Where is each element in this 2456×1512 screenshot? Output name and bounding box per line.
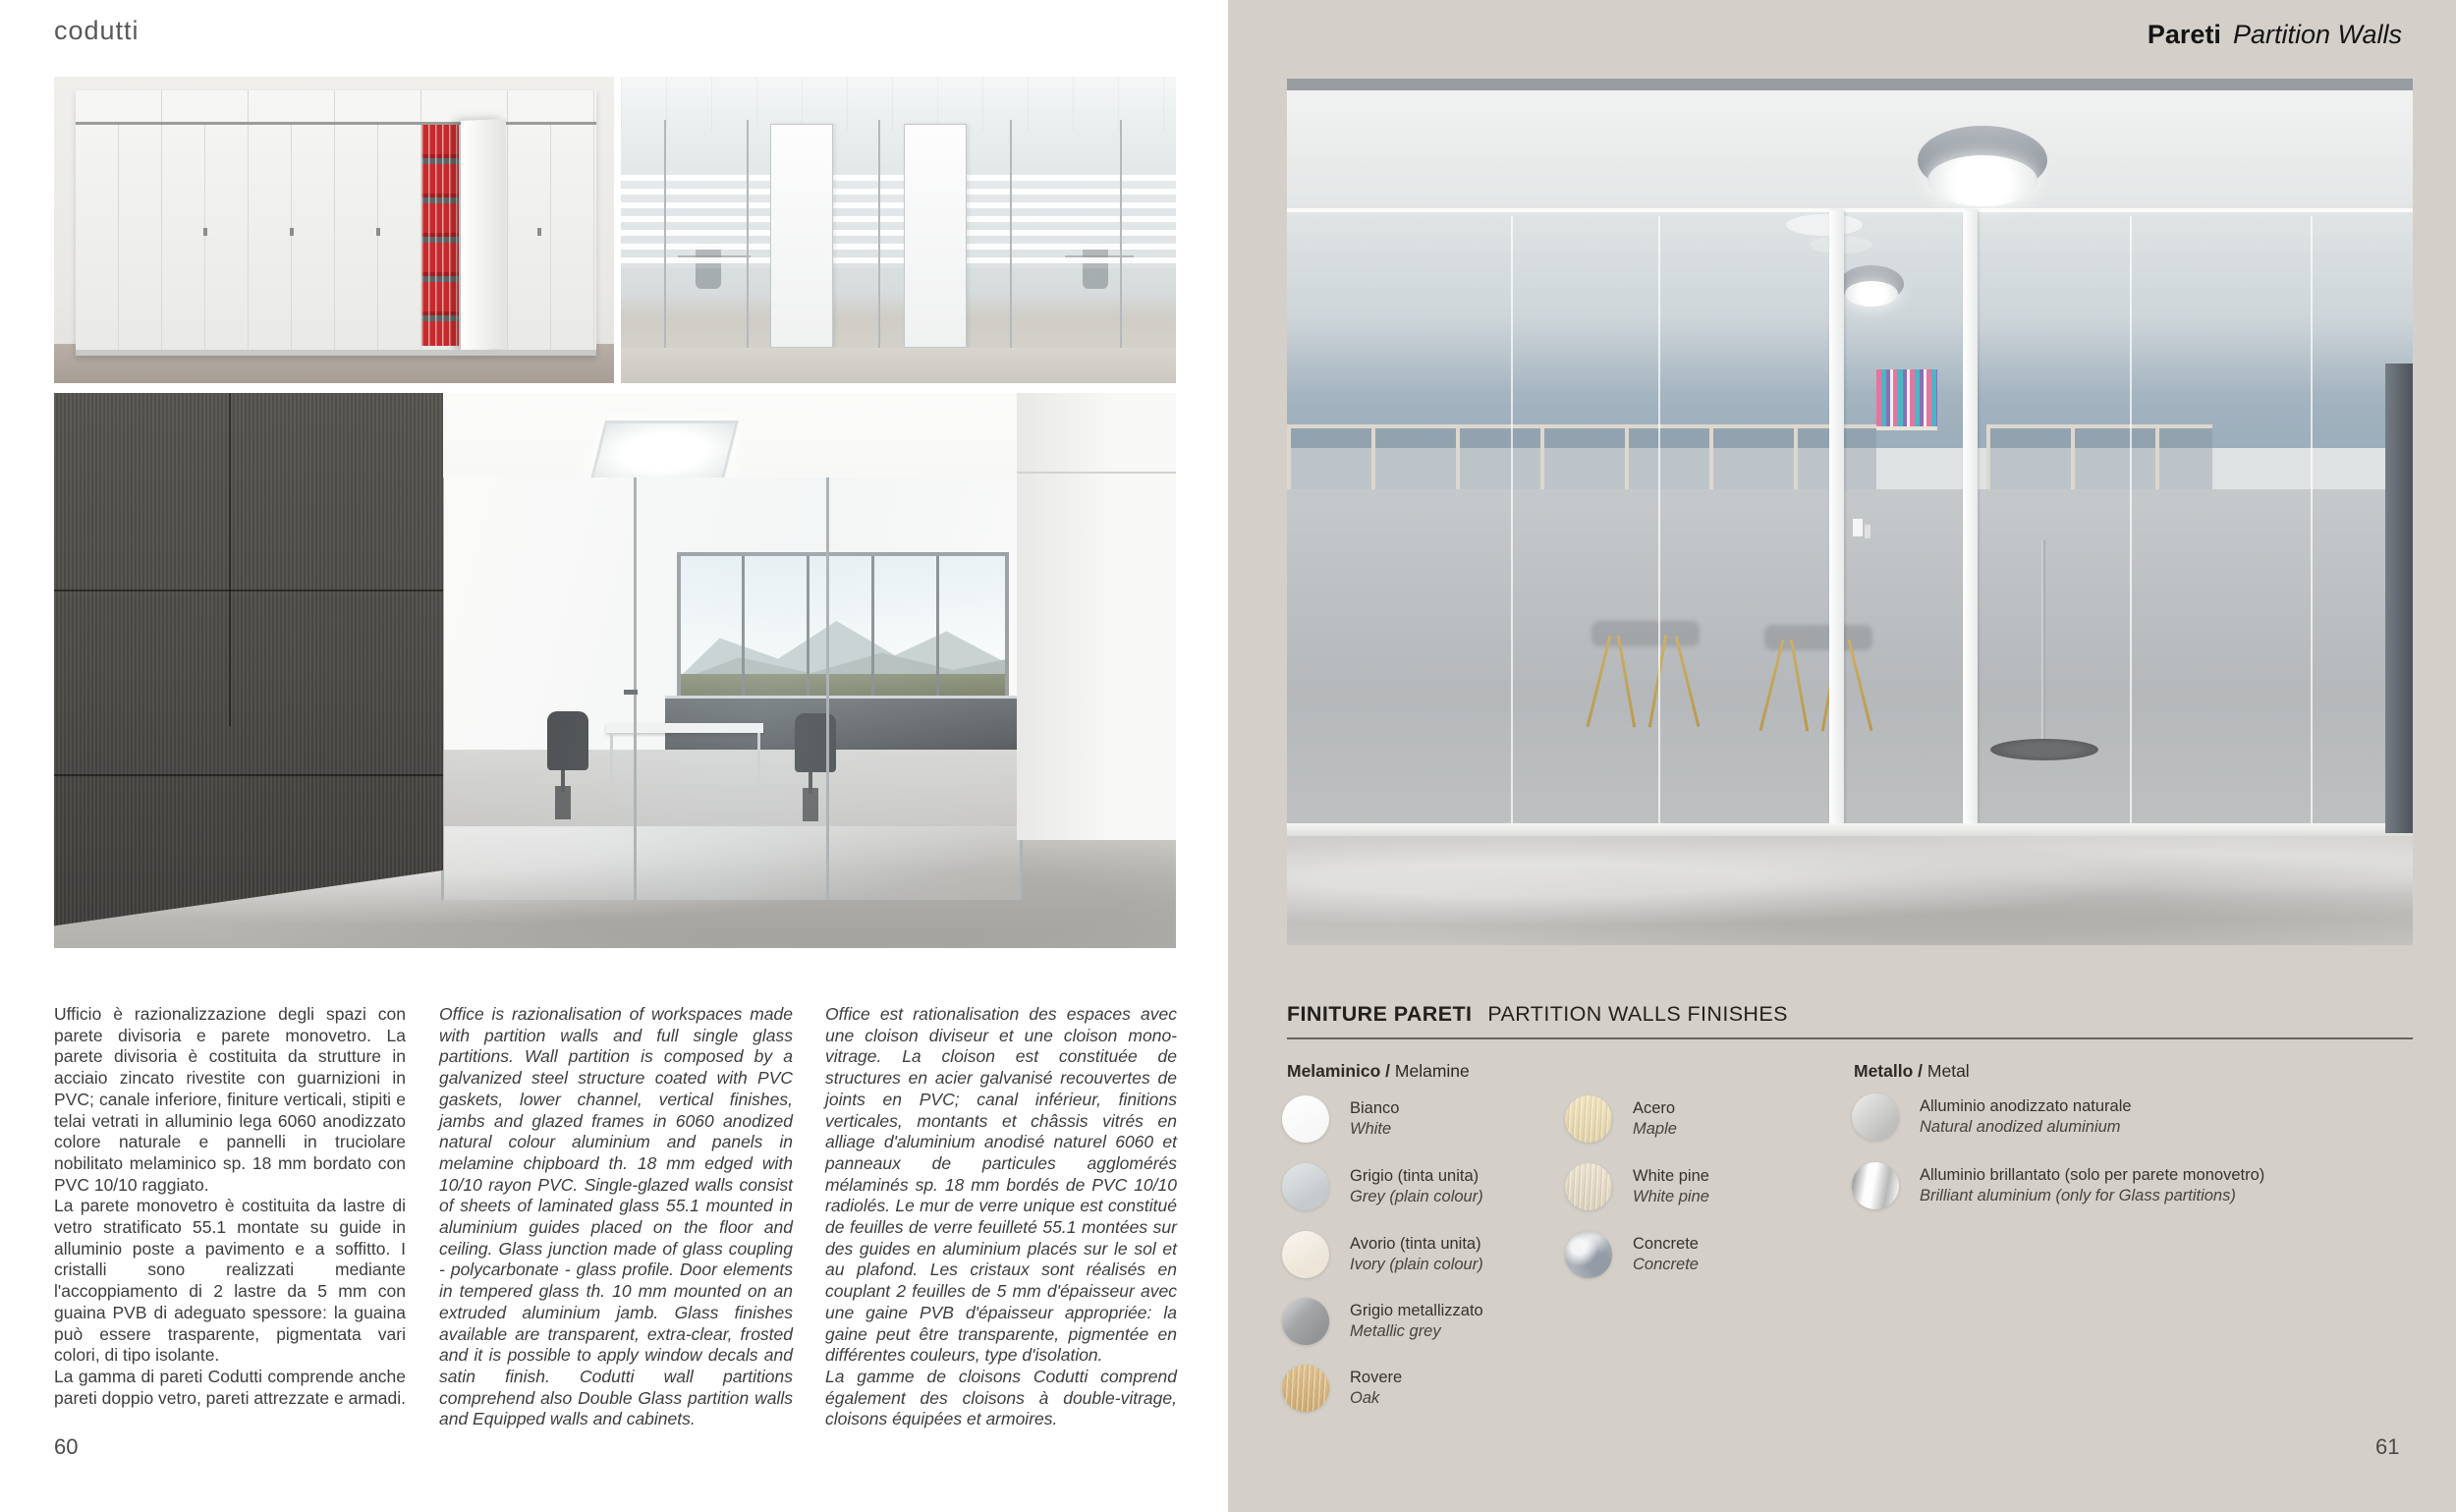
glass-joint [2130,216,2132,827]
mullion [1120,120,1122,350]
floor [621,348,1176,383]
door-panel [904,124,967,348]
finish-swatch-grigio-metallizzato: Grigio metallizzato Metallic grey [1282,1298,1483,1345]
glass-bottom-track [1287,823,2413,836]
mullion [747,120,749,350]
intro-column-french [825,1004,1177,1430]
glass-joint [2311,216,2313,827]
ceiling-lamp-small-glow [1845,281,1898,307]
paragraph: Office is razionalisation of workspaces made with partition walls and full single glass partitions. Wall partition is composed by a galvanized steel structure coated with PVC gaskets, lower channel, vertical finishes, jambs and glazed frames in 6060 anodized natural colour aluminium and panels in melamine chipboard th. 18 mm edged with 10/10 rayon PVC. Single-glazed walls consist of sheets of laminated glass 55.1 mounted in aluminium guides placed on the floor and ceiling. Glass junction made of glass coupling - polycarbonate - glass profile. Door elements in tempered glass th. 10 mm mounted on an extruded aluminium jamb. Glass finishes available are transparent, extra-clear, frosted and it is possible to apply window decals and satin finish. Codutti wall partitions comprehend also Double Glass partition walls and Equipped walls and cabinets. [439,1004,793,1429]
panel-seam [1017,472,1176,474]
door-handle [203,228,207,236]
office-interior-photo [54,393,1176,948]
panel-seam [54,589,443,591]
finish-swatch-grigio: Grigio (tinta unita) Grey (plain colour) [1282,1163,1483,1210]
paragraph: La gamme de cloisons Codutti comprend également des cloisons à double-vitrage, cloisons équipées et armoires. [825,1366,1177,1429]
mullion [1010,120,1012,350]
ceiling [1287,90,2413,210]
color-dot [1282,1095,1329,1143]
concrete-floor [1287,836,2413,945]
chair-legs [1591,635,1709,728]
page-title-english: Partition Walls [2232,20,2402,49]
door-handle [290,228,294,236]
cube-shelving [1986,424,2212,497]
paragraph: La gamma di pareti Codutti comprende anche pareti doppio vetro, pareti attrezzate e armadi. [54,1366,406,1408]
door-jamb [1829,210,1844,839]
dark-wood-wall [54,393,443,948]
paragraph: La parete monovetro è costituita da lastre di vetro stratificato 55.1 montate su guide in alluminio poste a pavimento e a soffitto. I cristalli sono realizzati mediante l'accoppiamento di 2 lastre da 5 mm con guaina PVB di adeguato spessore: la guaina può essere trasparente, pigmentata vari colori, di tipo isolante. [54,1196,406,1366]
cabinet-front [76,90,596,356]
finishes-divider [1287,1037,2413,1039]
brand-logo: codutti [54,16,140,45]
finish-swatch-rovere: Rovere Oak [1282,1365,1402,1412]
window-frame-edge [2385,364,2413,833]
color-dot [1282,1298,1329,1345]
coat-stand-base [1990,739,2098,760]
intro-column-english [439,1004,793,1430]
mullion [878,120,880,350]
ceiling-light-panel [589,420,739,483]
page-title [2148,20,2402,50]
finish-swatch-alluminio-anodizzato: Alluminio anodizzato naturale Natural anodized aluminium [1852,1093,2132,1141]
glass-partitions-photo [621,77,1176,383]
mullion [664,120,666,350]
cube-shelving [1287,424,1876,497]
door-handle [376,228,380,236]
door-handle [624,690,638,695]
door-handle [537,228,541,236]
glass-door-stile [634,477,637,900]
ceiling-lamp-large-glow [1927,155,2037,206]
finish-swatch-white-pine: White pine White pine [1565,1163,1709,1210]
paragraph: Office est rationalisation des espaces avec une cloison diviseur et une cloison mono-vitrage. La cloison est constituée de structures en acier galvanisé recouvertes de joints en PVC; canal inférieur, finitions verticales, montants et châssis vitrés en alliage d'aluminium anodisé naturel 6060 et panneaux de particules agglomérés mélaminés sp. 18 mm bordés de PVC 10/10 radiolés. Le mur de verre unique est constitué de feuilles de verre feuilleté 55.1 montées sur des guides en aluminium placés sur le sol et au plafond. Les cristaux sont réalisés en couplant 2 feuilles de 5 mm d'épaisseur avec une gaine PVB d'épaisseur appropriée: la gaine peut être transparente, pigmentée en différentes couleurs, type d'isolation. [825,1004,1177,1366]
coat-stand-pole [2041,540,2045,747]
color-dot [1282,1365,1329,1412]
panel-seam [54,774,443,776]
page-number-right: 61 [2375,1434,2400,1459]
panel-seam [229,393,231,726]
colored-binders [1876,369,1937,426]
glass-partition [441,477,1023,900]
ceiling-grid [621,77,1176,131]
finishes-title-english: PARTITION WALLS FINISHES [1487,1002,1788,1026]
lamp-reflection [1786,214,1863,236]
color-dot [1282,1231,1329,1278]
color-dot [1565,1231,1612,1278]
glass-joint [1511,216,1513,827]
door-jamb [1963,210,1978,839]
frosted-stripe-film [621,175,1176,268]
cabinet-plinth [76,350,596,356]
finishes-section-title [1287,1002,1788,1027]
page-right [1228,0,2456,1512]
color-dot [1282,1163,1329,1210]
finish-swatch-avorio: Avorio (tinta unita) Ivory (plain colour) [1282,1231,1483,1278]
color-dot [1565,1095,1612,1143]
page-title-italian: Pareti [2147,20,2221,49]
red-binders-shelves [421,125,459,346]
upper-cabinet-doors [76,90,596,122]
chair-legs [1764,639,1882,732]
door-panel [770,124,833,348]
melamine-group-title: Melaminico / Melamine [1287,1061,1470,1081]
cabinet-doors [76,125,596,356]
paragraph: Ufficio è razionalizzazione degli spazi con parete divisoria e parete monovetro. La parete divisoria è costituita da strutture in acciaio zincato rivestite con guarnizioni in PVC; canale inferiore, finiture verticali, stipiti e telai vetrati in alluminio lega 6060 anodizzato colore naturale e pannelli in truciolare nobilitato melaminico sp. 18 mm bordato con PVC 10/10 raggiato. [54,1004,406,1195]
finish-swatch-bianco: Bianco White [1282,1095,1399,1143]
clerestory-band [1287,79,2413,90]
finishes-title-italian: FINITURE PARETI [1287,1002,1473,1026]
finish-swatch-alluminio-brillantato: Alluminio brillantato (solo per parete monovetro) Brilliant aluminium (only for Glass partitions) [1852,1162,2264,1209]
glass-stile [826,477,829,900]
open-cabinet-door [461,119,506,351]
intro-column-italian [54,1004,406,1409]
finish-swatch-acero: Acero Maple [1565,1095,1677,1143]
page-number-left: 60 [54,1434,79,1459]
glass-joint [1658,216,1660,827]
finish-swatch-concrete: Concrete Concrete [1565,1231,1699,1278]
metal-group-title: Metallo / Metal [1854,1061,1970,1081]
white-wall [1017,393,1176,840]
cabinets-photo [54,77,614,383]
door-lock [1853,519,1863,536]
color-dot [1852,1162,1899,1209]
color-dot [1565,1163,1612,1210]
color-dot [1852,1093,1899,1141]
partition-hall-photo [1287,79,2413,945]
